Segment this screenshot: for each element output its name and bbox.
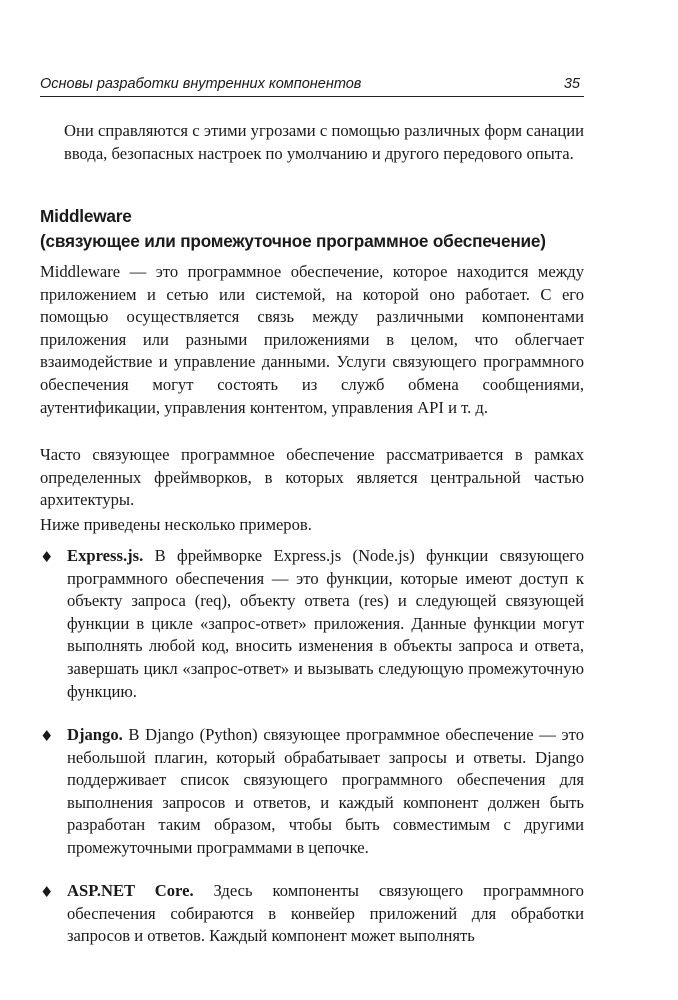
list-item-term: Django. [67, 725, 123, 744]
diamond-bullet-icon: ♦ [40, 727, 54, 745]
paragraph-middleware-definition: Middleware — это программное обеспечение, которое находится между приложением и сетью или системой, на которой оно работает. С его помощью осуществляется связь между различными компонентами приложения или разными приложениями в целом, что облегчает взаимодействие и управление данными. Услуги связующего программного обеспечения могут состоять из служб обмена сообщениями, аутентификации, управления контентом, управления API и т. д. [40, 262, 584, 417]
section-heading-line1: Middleware [40, 206, 132, 226]
list-item-aspnet-text [67, 880, 584, 948]
page-number: 35 [563, 76, 580, 92]
section-heading [40, 204, 584, 254]
intro-paragraph: Они справляются с этими угрозами с помощью различных форм санации ввода, безопасных настроек по умолчанию и другого передового опыта. [64, 121, 584, 163]
list-item-django [40, 724, 584, 860]
list-item-django-text [67, 724, 584, 860]
diamond-bullet-icon: ♦ [40, 548, 54, 566]
paragraph-examples-intro: Ниже приведены несколько примеров. [40, 515, 312, 534]
list-item-aspnet [40, 880, 584, 948]
list-item-express [40, 545, 584, 703]
running-header-title: Основы разработки внутренних компонентов [40, 76, 362, 92]
list-item-express-text [67, 545, 584, 703]
list-item-term: Express.js. [67, 546, 144, 565]
list-item-term: ASP.NET Core. [67, 881, 194, 900]
list-item-description: Здесь компоненты связующего программного обеспечения собираются в конвейер приложений для обработки запросов и ответов. Каждый компонент может выполнять [67, 881, 584, 946]
list-item-description: В фреймворке Express.js (Node.js) функции связующего программного обеспечения — это функции, которые имеют доступ к объекту запроса (req), объекту ответа (res) и следующей связующей функции в цикле «запрос-ответ» приложения. Данные функции могут выполнять любой код, вносить изменения в объекты запроса и ответа, завершать цикл «запрос-ответ» и вызывать следующую промежуточную функцию. [67, 546, 584, 701]
running-header [40, 74, 584, 97]
paragraph-frameworks: Часто связующее программное обеспечение рассматривается в рамках определенных фреймворков, в которых является центральной частью архитектуры. [40, 445, 584, 510]
list-item-description: В Django (Python) связующее программное обеспечение — это небольшой плагин, который обрабатывает запросы и ответы. Django поддерживает список связующего программного обеспечения для выполнения запросов и ответов, и каждый компонент должен быть разработан таким образом, чтобы быть совместимым с другими промежуточными программами в цепочке. [67, 725, 584, 857]
diamond-bullet-icon: ♦ [40, 883, 54, 901]
section-heading-line2: (связующее или промежуточное программное обеспечение) [40, 231, 546, 251]
